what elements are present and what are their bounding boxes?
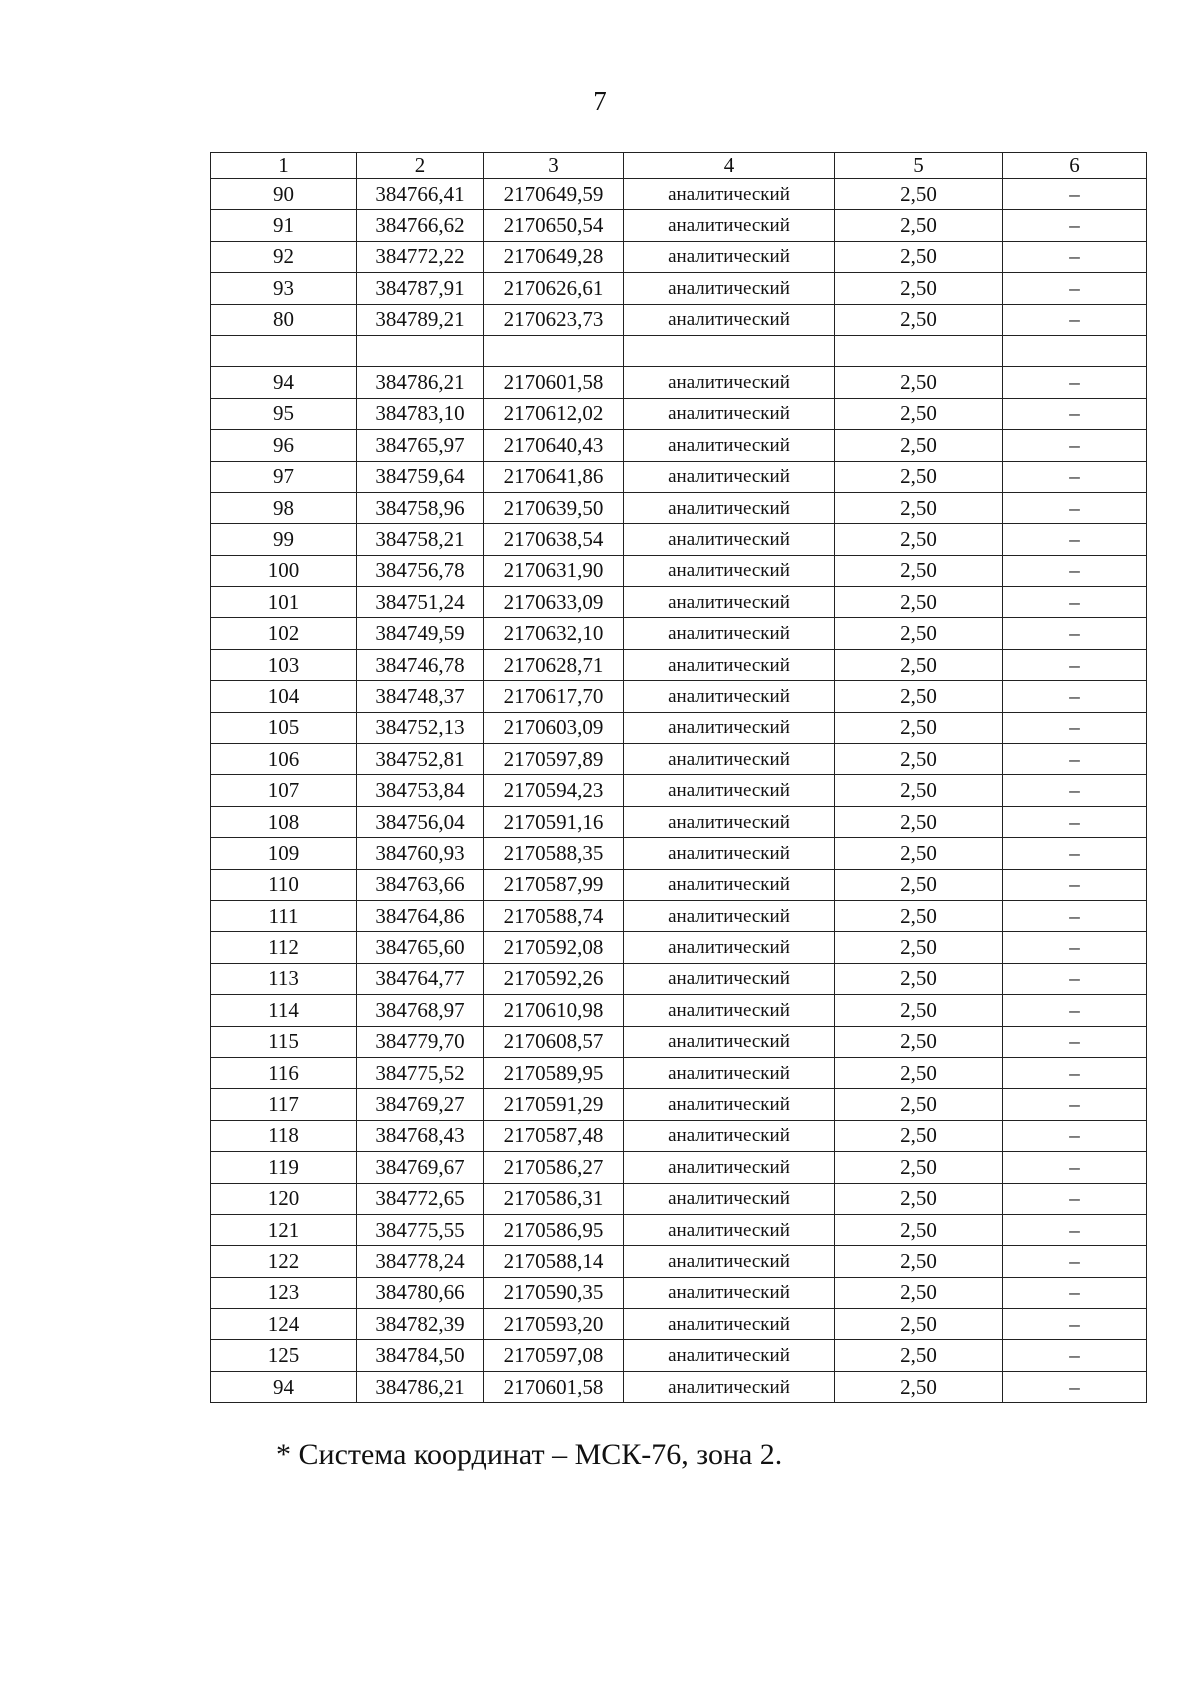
accuracy-cell: 2,50	[835, 838, 1003, 869]
description-cell: –	[1003, 869, 1147, 900]
column-header: 5	[835, 153, 1003, 179]
x-coordinate-cell: 384764,86	[357, 900, 484, 931]
y-coordinate-cell: 2170603,09	[484, 712, 624, 743]
accuracy-cell: 2,50	[835, 932, 1003, 963]
point-number-cell: 98	[211, 492, 357, 523]
table-row	[211, 1214, 1147, 1245]
method-cell: аналитический	[624, 1309, 835, 1340]
page-number: 7	[593, 86, 607, 116]
table-row	[211, 806, 1147, 837]
y-coordinate-cell	[484, 335, 624, 366]
table-row	[211, 712, 1147, 743]
point-number-cell: 121	[211, 1214, 357, 1245]
y-coordinate-cell: 2170608,57	[484, 1026, 624, 1057]
y-coordinate-cell: 2170589,95	[484, 1057, 624, 1088]
accuracy-cell: 2,50	[835, 179, 1003, 210]
point-number-cell: 94	[211, 367, 357, 398]
accuracy-cell: 2,50	[835, 618, 1003, 649]
method-cell: аналитический	[624, 524, 835, 555]
x-coordinate-cell: 384764,77	[357, 963, 484, 994]
description-cell: –	[1003, 712, 1147, 743]
description-cell: –	[1003, 304, 1147, 335]
accuracy-cell: 2,50	[835, 995, 1003, 1026]
point-number-cell: 103	[211, 649, 357, 680]
point-number-cell: 93	[211, 273, 357, 304]
accuracy-cell: 2,50	[835, 461, 1003, 492]
accuracy-cell: 2,50	[835, 1026, 1003, 1057]
point-number-cell: 105	[211, 712, 357, 743]
method-cell: аналитический	[624, 806, 835, 837]
method-cell: аналитический	[624, 1026, 835, 1057]
description-cell: –	[1003, 1340, 1147, 1371]
column-header: 4	[624, 153, 835, 179]
accuracy-cell: 2,50	[835, 744, 1003, 775]
x-coordinate-cell: 384789,21	[357, 304, 484, 335]
accuracy-cell: 2,50	[835, 649, 1003, 680]
accuracy-cell: 2,50	[835, 1246, 1003, 1277]
x-coordinate-cell: 384772,22	[357, 241, 484, 272]
point-number-cell: 100	[211, 555, 357, 586]
method-cell: аналитический	[624, 492, 835, 523]
accuracy-cell: 2,50	[835, 555, 1003, 586]
description-cell: –	[1003, 932, 1147, 963]
point-number-cell: 120	[211, 1183, 357, 1214]
description-cell: –	[1003, 1214, 1147, 1245]
method-cell: аналитический	[624, 838, 835, 869]
x-coordinate-cell: 384758,96	[357, 492, 484, 523]
y-coordinate-cell: 2170617,70	[484, 681, 624, 712]
table-row	[211, 1026, 1147, 1057]
y-coordinate-cell: 2170626,61	[484, 273, 624, 304]
y-coordinate-cell: 2170593,20	[484, 1309, 624, 1340]
table-row	[211, 587, 1147, 618]
point-number-cell: 90	[211, 179, 357, 210]
y-coordinate-cell: 2170628,71	[484, 649, 624, 680]
y-coordinate-cell: 2170586,95	[484, 1214, 624, 1245]
method-cell: аналитический	[624, 210, 835, 241]
description-cell: –	[1003, 430, 1147, 461]
table-body	[211, 179, 1147, 1403]
x-coordinate-cell: 384758,21	[357, 524, 484, 555]
description-cell: –	[1003, 461, 1147, 492]
description-cell: –	[1003, 1089, 1147, 1120]
y-coordinate-cell: 2170610,98	[484, 995, 624, 1026]
point-number-cell: 95	[211, 398, 357, 429]
description-cell: –	[1003, 1057, 1147, 1088]
accuracy-cell	[835, 335, 1003, 366]
point-number-cell: 110	[211, 869, 357, 900]
table-row	[211, 618, 1147, 649]
table-row	[211, 241, 1147, 272]
point-number-cell: 107	[211, 775, 357, 806]
method-cell: аналитический	[624, 869, 835, 900]
accuracy-cell: 2,50	[835, 241, 1003, 272]
method-cell: аналитический	[624, 304, 835, 335]
table-row	[211, 335, 1147, 366]
accuracy-cell: 2,50	[835, 1309, 1003, 1340]
point-number-cell: 111	[211, 900, 357, 931]
column-header: 1	[211, 153, 357, 179]
description-cell: –	[1003, 1246, 1147, 1277]
method-cell: аналитический	[624, 932, 835, 963]
accuracy-cell: 2,50	[835, 963, 1003, 994]
description-cell: –	[1003, 649, 1147, 680]
description-cell: –	[1003, 838, 1147, 869]
table-row	[211, 1120, 1147, 1151]
y-coordinate-cell: 2170650,54	[484, 210, 624, 241]
method-cell: аналитический	[624, 618, 835, 649]
accuracy-cell: 2,50	[835, 900, 1003, 931]
accuracy-cell: 2,50	[835, 681, 1003, 712]
table-row	[211, 1371, 1147, 1402]
point-number-cell: 106	[211, 744, 357, 775]
x-coordinate-cell: 384786,21	[357, 1371, 484, 1402]
x-coordinate-cell: 384756,04	[357, 806, 484, 837]
accuracy-cell: 2,50	[835, 1120, 1003, 1151]
x-coordinate-cell	[357, 335, 484, 366]
description-cell	[1003, 335, 1147, 366]
description-cell: –	[1003, 1183, 1147, 1214]
point-number-cell: 102	[211, 618, 357, 649]
table-row	[211, 775, 1147, 806]
method-cell: аналитический	[624, 1120, 835, 1151]
point-number-cell: 94	[211, 1371, 357, 1402]
accuracy-cell: 2,50	[835, 869, 1003, 900]
table-row	[211, 210, 1147, 241]
method-cell: аналитический	[624, 398, 835, 429]
description-cell: –	[1003, 1026, 1147, 1057]
accuracy-cell: 2,50	[835, 806, 1003, 837]
table-row	[211, 1246, 1147, 1277]
method-cell: аналитический	[624, 649, 835, 680]
method-cell	[624, 335, 835, 366]
description-cell: –	[1003, 806, 1147, 837]
table-row	[211, 1183, 1147, 1214]
point-number-cell: 108	[211, 806, 357, 837]
coordinate-system-footnote: * Система координат – МСК-76, зона 2.	[276, 1438, 783, 1471]
description-cell: –	[1003, 210, 1147, 241]
description-cell: –	[1003, 618, 1147, 649]
method-cell: аналитический	[624, 1277, 835, 1308]
point-number-cell: 109	[211, 838, 357, 869]
coordinates-table	[210, 152, 1147, 1403]
y-coordinate-cell: 2170649,28	[484, 241, 624, 272]
table-row	[211, 900, 1147, 931]
point-number-cell: 124	[211, 1309, 357, 1340]
table-row	[211, 963, 1147, 994]
accuracy-cell: 2,50	[835, 367, 1003, 398]
table-row	[211, 995, 1147, 1026]
description-cell: –	[1003, 1277, 1147, 1308]
table-row	[211, 430, 1147, 461]
x-coordinate-cell: 384766,41	[357, 179, 484, 210]
table-row	[211, 492, 1147, 523]
accuracy-cell: 2,50	[835, 1340, 1003, 1371]
accuracy-cell: 2,50	[835, 524, 1003, 555]
description-cell: –	[1003, 555, 1147, 586]
accuracy-cell: 2,50	[835, 1371, 1003, 1402]
y-coordinate-cell: 2170592,08	[484, 932, 624, 963]
y-coordinate-cell: 2170586,27	[484, 1152, 624, 1183]
x-coordinate-cell: 384752,81	[357, 744, 484, 775]
table-row	[211, 524, 1147, 555]
x-coordinate-cell: 384765,97	[357, 430, 484, 461]
description-cell: –	[1003, 398, 1147, 429]
table-row	[211, 273, 1147, 304]
y-coordinate-cell: 2170588,74	[484, 900, 624, 931]
point-number-cell: 115	[211, 1026, 357, 1057]
description-cell: –	[1003, 1309, 1147, 1340]
y-coordinate-cell: 2170631,90	[484, 555, 624, 586]
x-coordinate-cell: 384784,50	[357, 1340, 484, 1371]
x-coordinate-cell: 384786,21	[357, 367, 484, 398]
x-coordinate-cell: 384769,27	[357, 1089, 484, 1120]
accuracy-cell: 2,50	[835, 1214, 1003, 1245]
method-cell: аналитический	[624, 995, 835, 1026]
x-coordinate-cell: 384746,78	[357, 649, 484, 680]
point-number-cell: 99	[211, 524, 357, 555]
y-coordinate-cell: 2170623,73	[484, 304, 624, 335]
x-coordinate-cell: 384756,78	[357, 555, 484, 586]
method-cell: аналитический	[624, 1340, 835, 1371]
method-cell: аналитический	[624, 179, 835, 210]
y-coordinate-cell: 2170586,31	[484, 1183, 624, 1214]
x-coordinate-cell: 384779,70	[357, 1026, 484, 1057]
x-coordinate-cell: 384752,13	[357, 712, 484, 743]
table-row	[211, 869, 1147, 900]
method-cell: аналитический	[624, 900, 835, 931]
description-cell: –	[1003, 1152, 1147, 1183]
table-row	[211, 838, 1147, 869]
column-header: 2	[357, 153, 484, 179]
table-row	[211, 649, 1147, 680]
y-coordinate-cell: 2170639,50	[484, 492, 624, 523]
y-coordinate-cell: 2170601,58	[484, 1371, 624, 1402]
x-coordinate-cell: 384782,39	[357, 1309, 484, 1340]
method-cell: аналитический	[624, 1089, 835, 1120]
method-cell: аналитический	[624, 430, 835, 461]
x-coordinate-cell: 384753,84	[357, 775, 484, 806]
description-cell: –	[1003, 1120, 1147, 1151]
x-coordinate-cell: 384778,24	[357, 1246, 484, 1277]
y-coordinate-cell: 2170649,59	[484, 179, 624, 210]
description-cell: –	[1003, 273, 1147, 304]
table-row	[211, 1057, 1147, 1088]
table-header-row	[211, 153, 1147, 179]
accuracy-cell: 2,50	[835, 492, 1003, 523]
accuracy-cell: 2,50	[835, 304, 1003, 335]
method-cell: аналитический	[624, 461, 835, 492]
method-cell: аналитический	[624, 555, 835, 586]
point-number-cell: 80	[211, 304, 357, 335]
x-coordinate-cell: 384775,55	[357, 1214, 484, 1245]
accuracy-cell: 2,50	[835, 1089, 1003, 1120]
y-coordinate-cell: 2170587,99	[484, 869, 624, 900]
x-coordinate-cell: 384768,97	[357, 995, 484, 1026]
table-row	[211, 1309, 1147, 1340]
accuracy-cell: 2,50	[835, 210, 1003, 241]
table-row	[211, 367, 1147, 398]
y-coordinate-cell: 2170632,10	[484, 618, 624, 649]
method-cell: аналитический	[624, 1214, 835, 1245]
table-row	[211, 1277, 1147, 1308]
table-row	[211, 681, 1147, 712]
table-row	[211, 1089, 1147, 1120]
description-cell: –	[1003, 492, 1147, 523]
method-cell: аналитический	[624, 1246, 835, 1277]
point-number-cell: 92	[211, 241, 357, 272]
table-row	[211, 932, 1147, 963]
y-coordinate-cell: 2170587,48	[484, 1120, 624, 1151]
point-number-cell: 119	[211, 1152, 357, 1183]
point-number-cell: 114	[211, 995, 357, 1026]
accuracy-cell: 2,50	[835, 775, 1003, 806]
point-number-cell: 112	[211, 932, 357, 963]
description-cell: –	[1003, 900, 1147, 931]
description-cell: –	[1003, 241, 1147, 272]
method-cell: аналитический	[624, 1183, 835, 1214]
y-coordinate-cell: 2170638,54	[484, 524, 624, 555]
x-coordinate-cell: 384780,66	[357, 1277, 484, 1308]
x-coordinate-cell: 384775,52	[357, 1057, 484, 1088]
method-cell: аналитический	[624, 1057, 835, 1088]
point-number-cell: 101	[211, 587, 357, 618]
accuracy-cell: 2,50	[835, 1057, 1003, 1088]
description-cell: –	[1003, 1371, 1147, 1402]
table-row	[211, 555, 1147, 586]
point-number-cell: 97	[211, 461, 357, 492]
column-header: 6	[1003, 153, 1147, 179]
x-coordinate-cell: 384749,59	[357, 618, 484, 649]
description-cell: –	[1003, 963, 1147, 994]
description-cell: –	[1003, 524, 1147, 555]
description-cell: –	[1003, 775, 1147, 806]
method-cell: аналитический	[624, 963, 835, 994]
accuracy-cell: 2,50	[835, 1152, 1003, 1183]
y-coordinate-cell: 2170597,89	[484, 744, 624, 775]
x-coordinate-cell: 384766,62	[357, 210, 484, 241]
accuracy-cell: 2,50	[835, 1183, 1003, 1214]
x-coordinate-cell: 384787,91	[357, 273, 484, 304]
point-number-cell: 122	[211, 1246, 357, 1277]
point-number-cell: 104	[211, 681, 357, 712]
table-row	[211, 398, 1147, 429]
accuracy-cell: 2,50	[835, 1277, 1003, 1308]
description-cell: –	[1003, 587, 1147, 618]
point-number-cell: 125	[211, 1340, 357, 1371]
method-cell: аналитический	[624, 712, 835, 743]
description-cell: –	[1003, 681, 1147, 712]
point-number-cell: 113	[211, 963, 357, 994]
y-coordinate-cell: 2170594,23	[484, 775, 624, 806]
table-row	[211, 744, 1147, 775]
point-number-cell: 116	[211, 1057, 357, 1088]
accuracy-cell: 2,50	[835, 398, 1003, 429]
accuracy-cell: 2,50	[835, 712, 1003, 743]
accuracy-cell: 2,50	[835, 273, 1003, 304]
y-coordinate-cell: 2170590,35	[484, 1277, 624, 1308]
method-cell: аналитический	[624, 587, 835, 618]
point-number-cell: 123	[211, 1277, 357, 1308]
y-coordinate-cell: 2170641,86	[484, 461, 624, 492]
point-number-cell	[211, 335, 357, 366]
description-cell: –	[1003, 179, 1147, 210]
method-cell: аналитический	[624, 744, 835, 775]
method-cell: аналитический	[624, 681, 835, 712]
y-coordinate-cell: 2170612,02	[484, 398, 624, 429]
y-coordinate-cell: 2170592,26	[484, 963, 624, 994]
accuracy-cell: 2,50	[835, 587, 1003, 618]
y-coordinate-cell: 2170588,14	[484, 1246, 624, 1277]
table-row	[211, 304, 1147, 335]
x-coordinate-cell: 384759,64	[357, 461, 484, 492]
point-number-cell: 96	[211, 430, 357, 461]
description-cell: –	[1003, 367, 1147, 398]
method-cell: аналитический	[624, 241, 835, 272]
y-coordinate-cell: 2170640,43	[484, 430, 624, 461]
x-coordinate-cell: 384751,24	[357, 587, 484, 618]
table-row	[211, 1152, 1147, 1183]
description-cell: –	[1003, 744, 1147, 775]
table-row	[211, 179, 1147, 210]
point-number-cell: 91	[211, 210, 357, 241]
x-coordinate-cell: 384760,93	[357, 838, 484, 869]
y-coordinate-cell: 2170591,16	[484, 806, 624, 837]
y-coordinate-cell: 2170591,29	[484, 1089, 624, 1120]
y-coordinate-cell: 2170597,08	[484, 1340, 624, 1371]
y-coordinate-cell: 2170588,35	[484, 838, 624, 869]
table-row	[211, 461, 1147, 492]
x-coordinate-cell: 384763,66	[357, 869, 484, 900]
x-coordinate-cell: 384768,43	[357, 1120, 484, 1151]
method-cell: аналитический	[624, 775, 835, 806]
x-coordinate-cell: 384783,10	[357, 398, 484, 429]
y-coordinate-cell: 2170633,09	[484, 587, 624, 618]
x-coordinate-cell: 384765,60	[357, 932, 484, 963]
x-coordinate-cell: 384748,37	[357, 681, 484, 712]
method-cell: аналитический	[624, 1371, 835, 1402]
description-cell: –	[1003, 995, 1147, 1026]
y-coordinate-cell: 2170601,58	[484, 367, 624, 398]
table-row	[211, 1340, 1147, 1371]
x-coordinate-cell: 384769,67	[357, 1152, 484, 1183]
column-header: 3	[484, 153, 624, 179]
method-cell: аналитический	[624, 273, 835, 304]
point-number-cell: 117	[211, 1089, 357, 1120]
method-cell: аналитический	[624, 367, 835, 398]
point-number-cell: 118	[211, 1120, 357, 1151]
method-cell: аналитический	[624, 1152, 835, 1183]
x-coordinate-cell: 384772,65	[357, 1183, 484, 1214]
accuracy-cell: 2,50	[835, 430, 1003, 461]
